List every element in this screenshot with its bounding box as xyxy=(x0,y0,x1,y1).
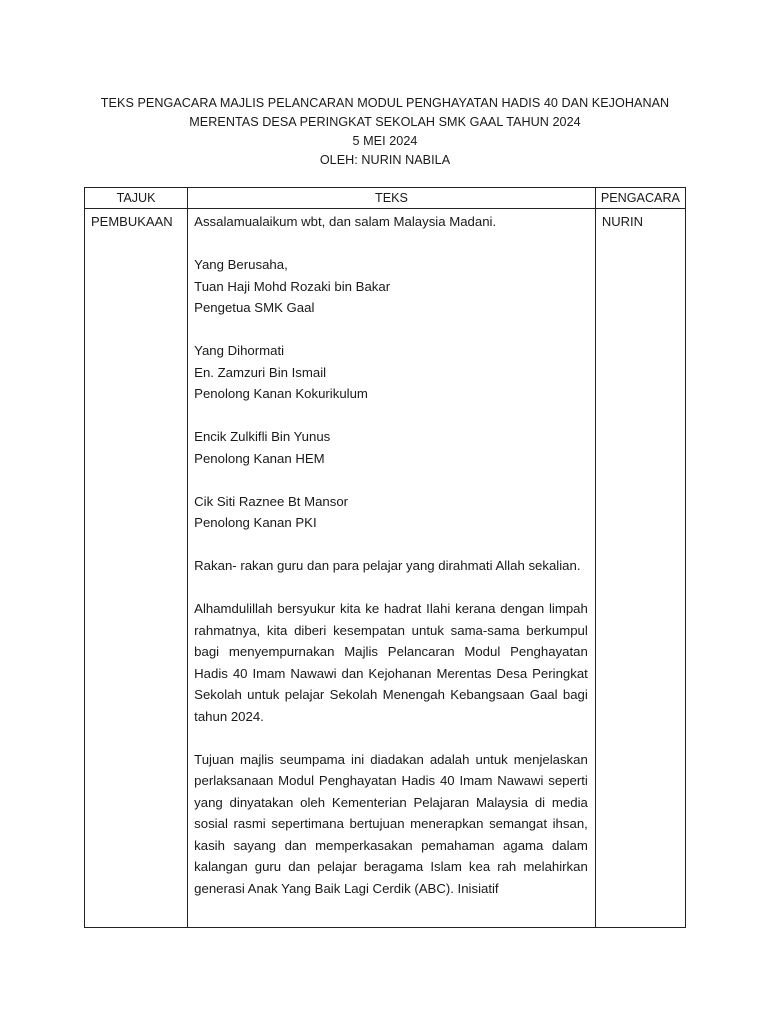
dignitary-line: Tuan Haji Mohd Rozaki bin Bakar xyxy=(194,278,391,294)
script-table xyxy=(84,187,686,928)
table-header-row xyxy=(85,188,686,209)
tajuk-label: PEMBUKAAN xyxy=(91,214,173,229)
dignitary-block-2 xyxy=(194,340,588,405)
dignitary-block-1 xyxy=(194,254,588,319)
dignitary-line: Yang Berusaha, xyxy=(194,257,288,272)
cell-teks xyxy=(188,209,596,928)
column-header-tajuk: TAJUK xyxy=(85,188,188,209)
dignitary-block-4 xyxy=(194,491,588,534)
dignitary-line: Pengetua SMK Gaal xyxy=(194,300,315,315)
greeting-text: Assalamualaikum wbt, dan salam Malaysia Madani. xyxy=(194,214,497,229)
column-header-pengacara: PENGACARA xyxy=(595,188,685,209)
pengacara-label: NURIN xyxy=(601,214,643,229)
dignitary-line: Penolong Kanan PKI xyxy=(194,515,317,530)
column-header-teks: TEKS xyxy=(188,188,596,209)
dignitary-line: Encik Zulkifli Bin Yunus xyxy=(194,429,331,444)
dignitary-line: Penolong Kanan HEM xyxy=(194,450,325,466)
title-line-2: MERENTAS DESA PERINGKAT SEKOLAH SMK GAAL TAHUN 2024 xyxy=(189,115,581,129)
dignitary-line: Penolong Kanan Kokurikulum xyxy=(194,386,368,401)
dignitary-line: Yang Dihormati xyxy=(194,343,285,358)
cell-pengacara xyxy=(595,209,685,928)
paragraph-3: Tujuan majlis seumpama ini diadakan adalah untuk menjelaskan perlaksanaan Modul Penghayatan Hadis 40 Imam Nawawi seperti yang dinyatakan oleh Kementerian Pelajaran Malaysia di media sosial rasmi sepertimana bertujuan menerapkan semangat ihsan, kasih sayang dan memperkasakan pemahaman agama dalam kalangan guru dan pelajar beragama Islam kea rah melahirkan generasi Anak Yang Baik Lagi Cerdik (ABC). Inisiatif xyxy=(194,751,588,896)
teks-body xyxy=(194,211,588,923)
table-row xyxy=(85,209,686,928)
dignitary-line: En. Zamzuri Bin Ismail xyxy=(194,364,327,380)
document-header xyxy=(60,94,710,170)
document-author: OLEH: NURIN NABILA xyxy=(319,153,451,167)
paragraph-2: Alhamdulillah bersyukur kita ke hadrat Ilahi kerana dengan limpah rahmatnya, kita diberi kesempatan untuk sama-sama berkumpul bagi menyempurnakan Majlis Pelancaran Modul Penghayatan Hadis 40 Imam Nawawi dan Kejohanan Merentas Desa Peringkat Sekolah untuk pelajar Sekolah Menengah Kebangsaan Gaal bagi tahun 2024. xyxy=(194,601,588,724)
dignitary-line: Cik Siti Raznee Bt Mansor xyxy=(194,493,349,509)
dignitary-block-3 xyxy=(194,426,588,469)
title-line-1: TEKS PENGACARA MAJLIS PELANCARAN MODUL PENGHAYATAN HADIS 40 DAN KEJOHANAN xyxy=(100,96,670,110)
paragraph-1: Rakan- rakan guru dan para pelajar yang dirahmati Allah sekalian. xyxy=(194,558,581,573)
cell-tajuk xyxy=(85,209,188,928)
document-date: 5 MEI 2024 xyxy=(352,134,418,148)
